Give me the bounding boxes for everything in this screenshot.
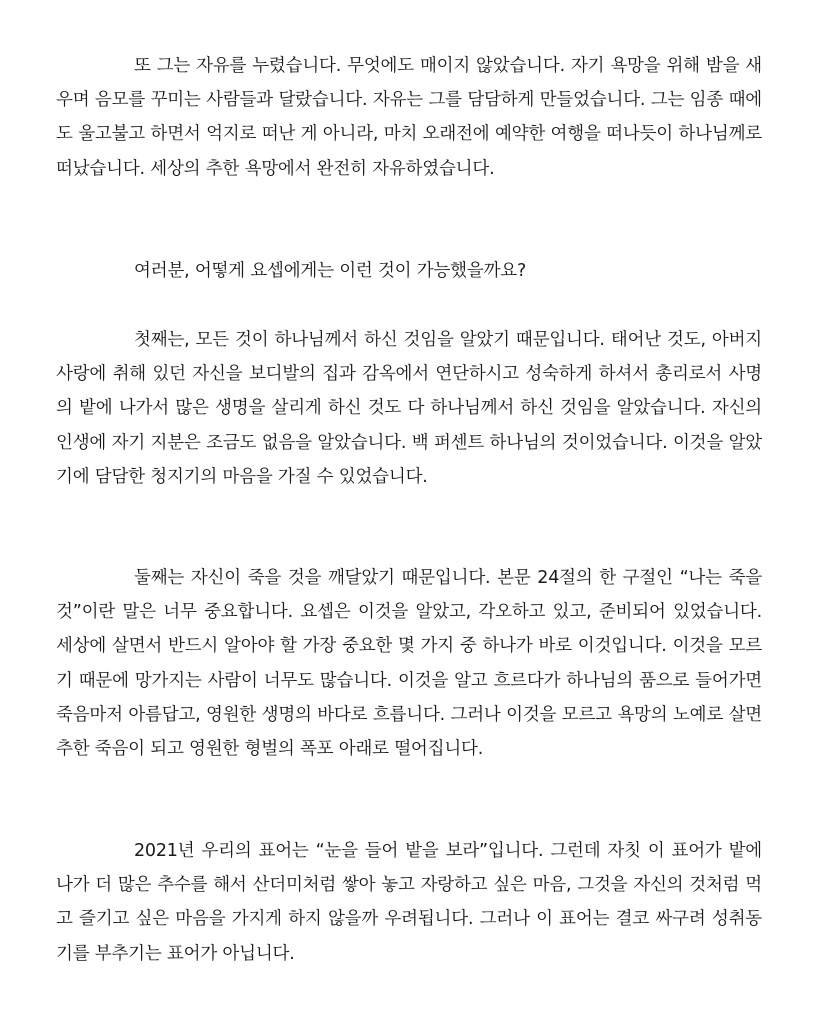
paragraph-question: 여러분, 어떻게 요셉에게는 이런 것이 가능했을까요? [134, 261, 527, 281]
paragraph-motto-2021: 2021년 우리의 표어는 “눈을 들어 밭을 보라”입니다. 그런데 자칫 이 표어가 밭에 나가 더 많은 추수를 해서 산더미처럼 쌓아 놓고 자랑하고 싶은 마음, 그것을 자신의 것처럼 먹고 즐기고 싶은 마음을 가지게 하지 않을까 우려됩니다. 그러나 이 표어는 결코 싸구려 성취동기를 부추기는 표어가 아닙니다. [56, 841, 762, 964]
paragraph-freedom: 또 그는 자유를 누렸습니다. 무엇에도 매이지 않았습니다. 자기 욕망을 위해 밤을 새우며 음모를 꾸미는 사람들과 달랐습니다. 자유는 그를 담담하게 만들었습니다. 그는 임종 때에도 울고불고 하면서 억지로 떠난 게 아니라, 마치 오래전에 예약한 여행을 떠나듯이 하나님께로 떠났습니다. 세상의 추한 욕망에서 완전히 자유하였습니다. [56, 56, 762, 179]
paragraph-first-reason: 첫째는, 모든 것이 하나님께서 하신 것임을 알았기 때문입니다. 태어난 것도, 아버지 사랑에 취해 있던 자신을 보디발의 집과 감옥에서 연단하시고 성숙하게 하셔서 총리로서 사명의 밭에 나가서 많은 생명을 살리게 하신 것도 다 하나님께서 하신 것임을 알았습니다. 자신의 인생에 자기 지분은 조금도 없음을 알았습니다. 백 퍼센트 하나님의 것이었습니다. 이것을 알았기에 담담한 청지기의 마음을 가질 수 있었습니다. [56, 330, 762, 487]
paragraph-second-reason: 둘째는 자신이 죽을 것을 깨달았기 때문입니다. 본문 24절의 한 구절인 “나는 죽을 것”이란 말은 너무 중요합니다. 요셉은 이것을 알았고, 각오하고 있고, 준비되어 있었습니다. 세상에 살면서 반드시 알아야 할 가장 중요한 몇 가지 중 하나가 바로 이것입니다. 이것을 모르기 때문에 망가지는 사람이 너무도 많습니다. 이것을 알고 흐르다가 하나님의 품으로 들어가면 죽음마저 아름답고, 영원한 생명의 바다로 흐릅니다. 그러나 이것을 모르고 욕망의 노예로 살면 추한 죽음이 되고 영원한 형벌의 폭포 아래로 떨어집니다. [56, 568, 762, 760]
